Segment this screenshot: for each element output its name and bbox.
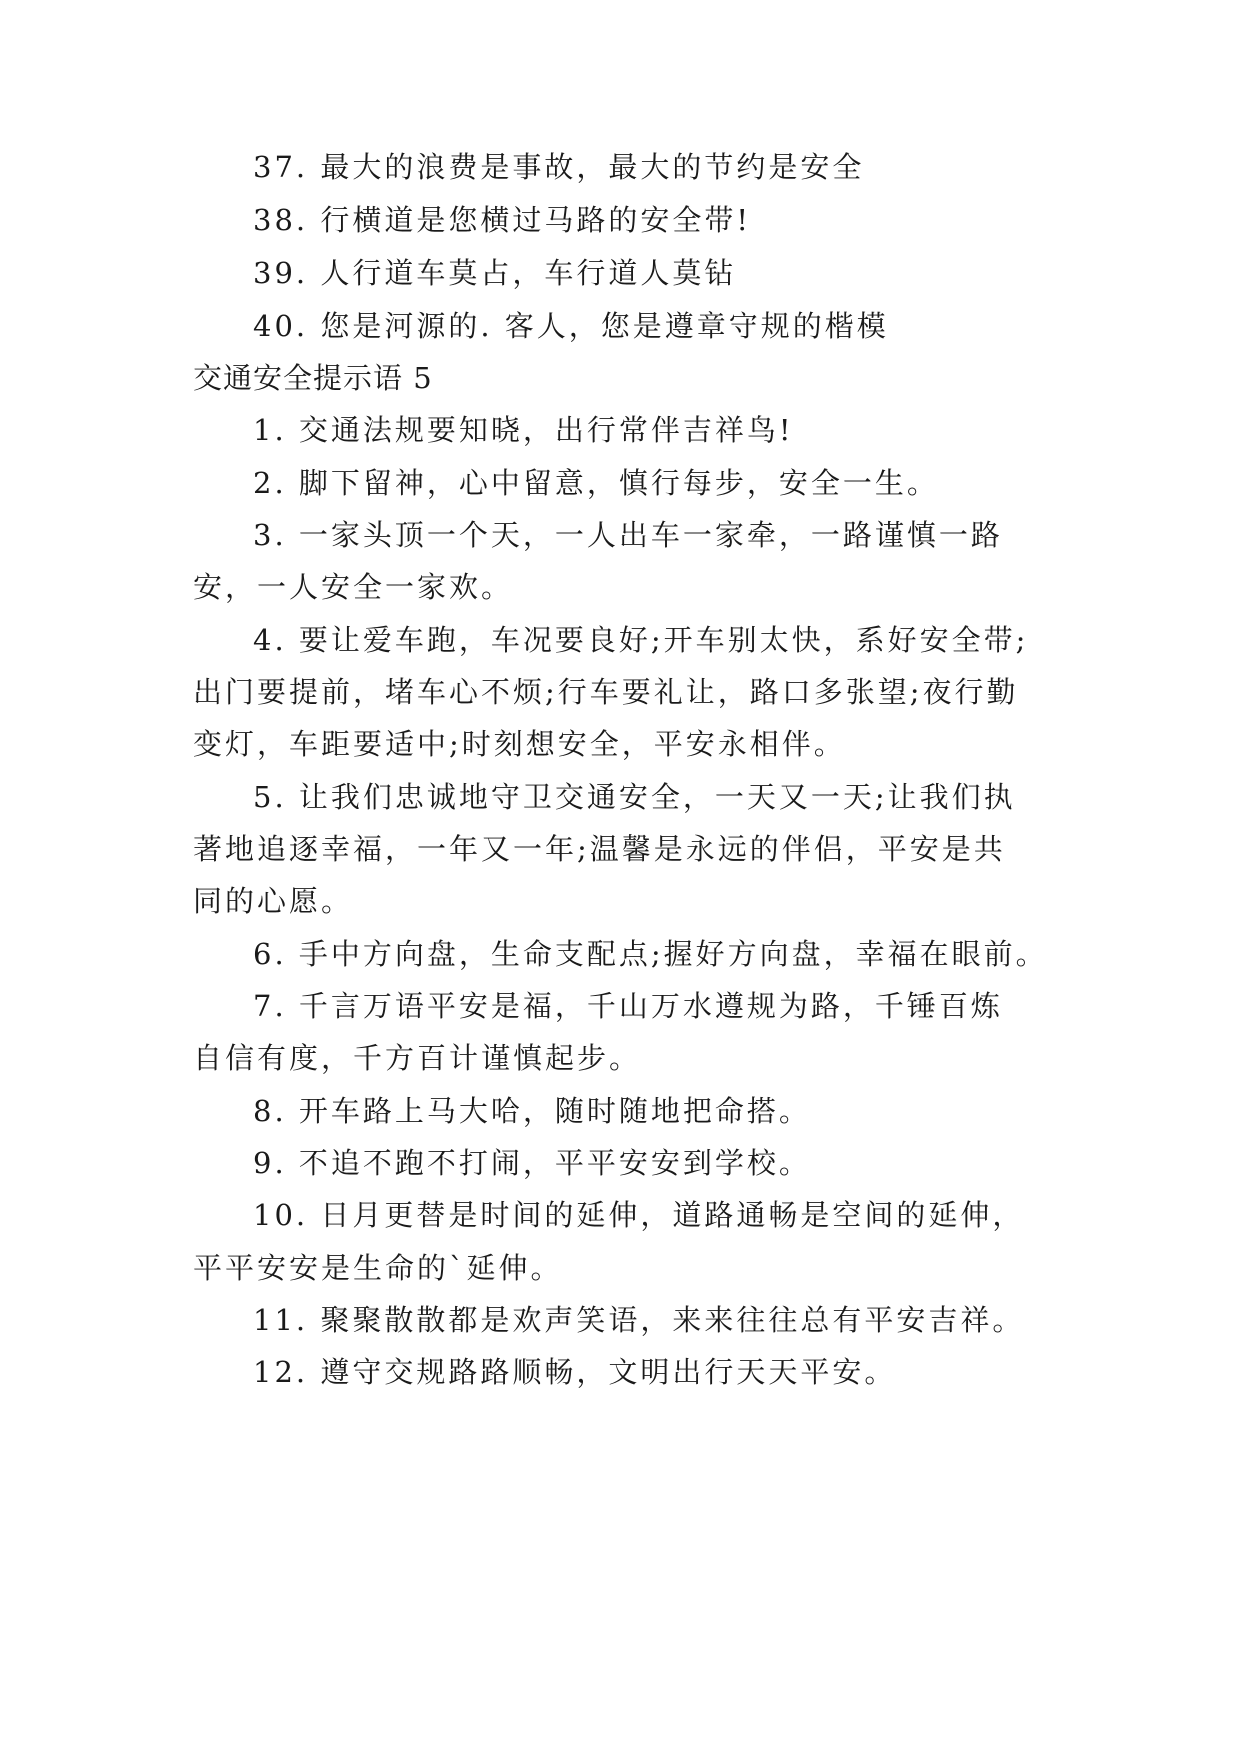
text-line: 10. 日月更替是时间的延伸，道路通畅是空间的延伸，: [253, 1198, 1025, 1232]
text-line: 出门要提前，堵车心不烦;行车要礼让，路口多张望;夜行勤: [193, 675, 1019, 709]
text-line: 平平安安是生命的`延伸。: [193, 1251, 563, 1285]
text-line: 39. 人行道车莫占，车行道人莫钻: [253, 256, 737, 290]
text-line: 37. 最大的浪费是事故，最大的节约是安全: [253, 150, 865, 184]
text-line: 自信有度，千方百计谨慎起步。: [193, 1041, 642, 1075]
text-line: 4. 要让爱车跑，车况要良好;开车别太快，系好安全带;: [253, 623, 1029, 657]
text-line: 11. 聚聚散散都是欢声笑语，来来往往总有平安吉祥。: [253, 1303, 1025, 1337]
text-line: 同的心愿。: [193, 884, 354, 918]
text-line: 变灯，车距要适中;时刻想安全，平安永相伴。: [193, 727, 846, 761]
text-line: 6. 手中方向盘，生命支配点;握好方向盘，幸福在眼前。: [253, 937, 1048, 971]
section-heading: 交通安全提示语 5: [193, 361, 433, 395]
text-line: 40. 您是河源的. 客人，您是遵章守规的楷模: [253, 309, 889, 343]
text-line: 38. 行横道是您横过马路的安全带!: [253, 203, 751, 237]
text-line: 5. 让我们忠诚地守卫交通安全，一天又一天;让我们执: [253, 780, 1016, 814]
text-line: 8. 开车路上马大哈，随时随地把命搭。: [253, 1094, 811, 1128]
text-line: 著地追逐幸福，一年又一年;温馨是永远的伴侣，平安是共: [193, 832, 1006, 866]
text-line: 安，一人安全一家欢。: [193, 570, 514, 604]
text-line: 12. 遵守交规路路顺畅，文明出行天天平安。: [253, 1355, 897, 1389]
text-line: 3. 一家头顶一个天，一人出车一家牵，一路谨慎一路: [253, 518, 1003, 552]
text-line: 1. 交通法规要知晓，出行常伴吉祥鸟!: [253, 413, 794, 447]
text-line: 9. 不追不跑不打闹，平平安安到学校。: [253, 1146, 811, 1180]
text-line: 2. 脚下留神，心中留意，慎行每步，安全一生。: [253, 466, 939, 500]
text-line: 7. 千言万语平安是福，千山万水遵规为路，千锤百炼: [253, 989, 1003, 1023]
